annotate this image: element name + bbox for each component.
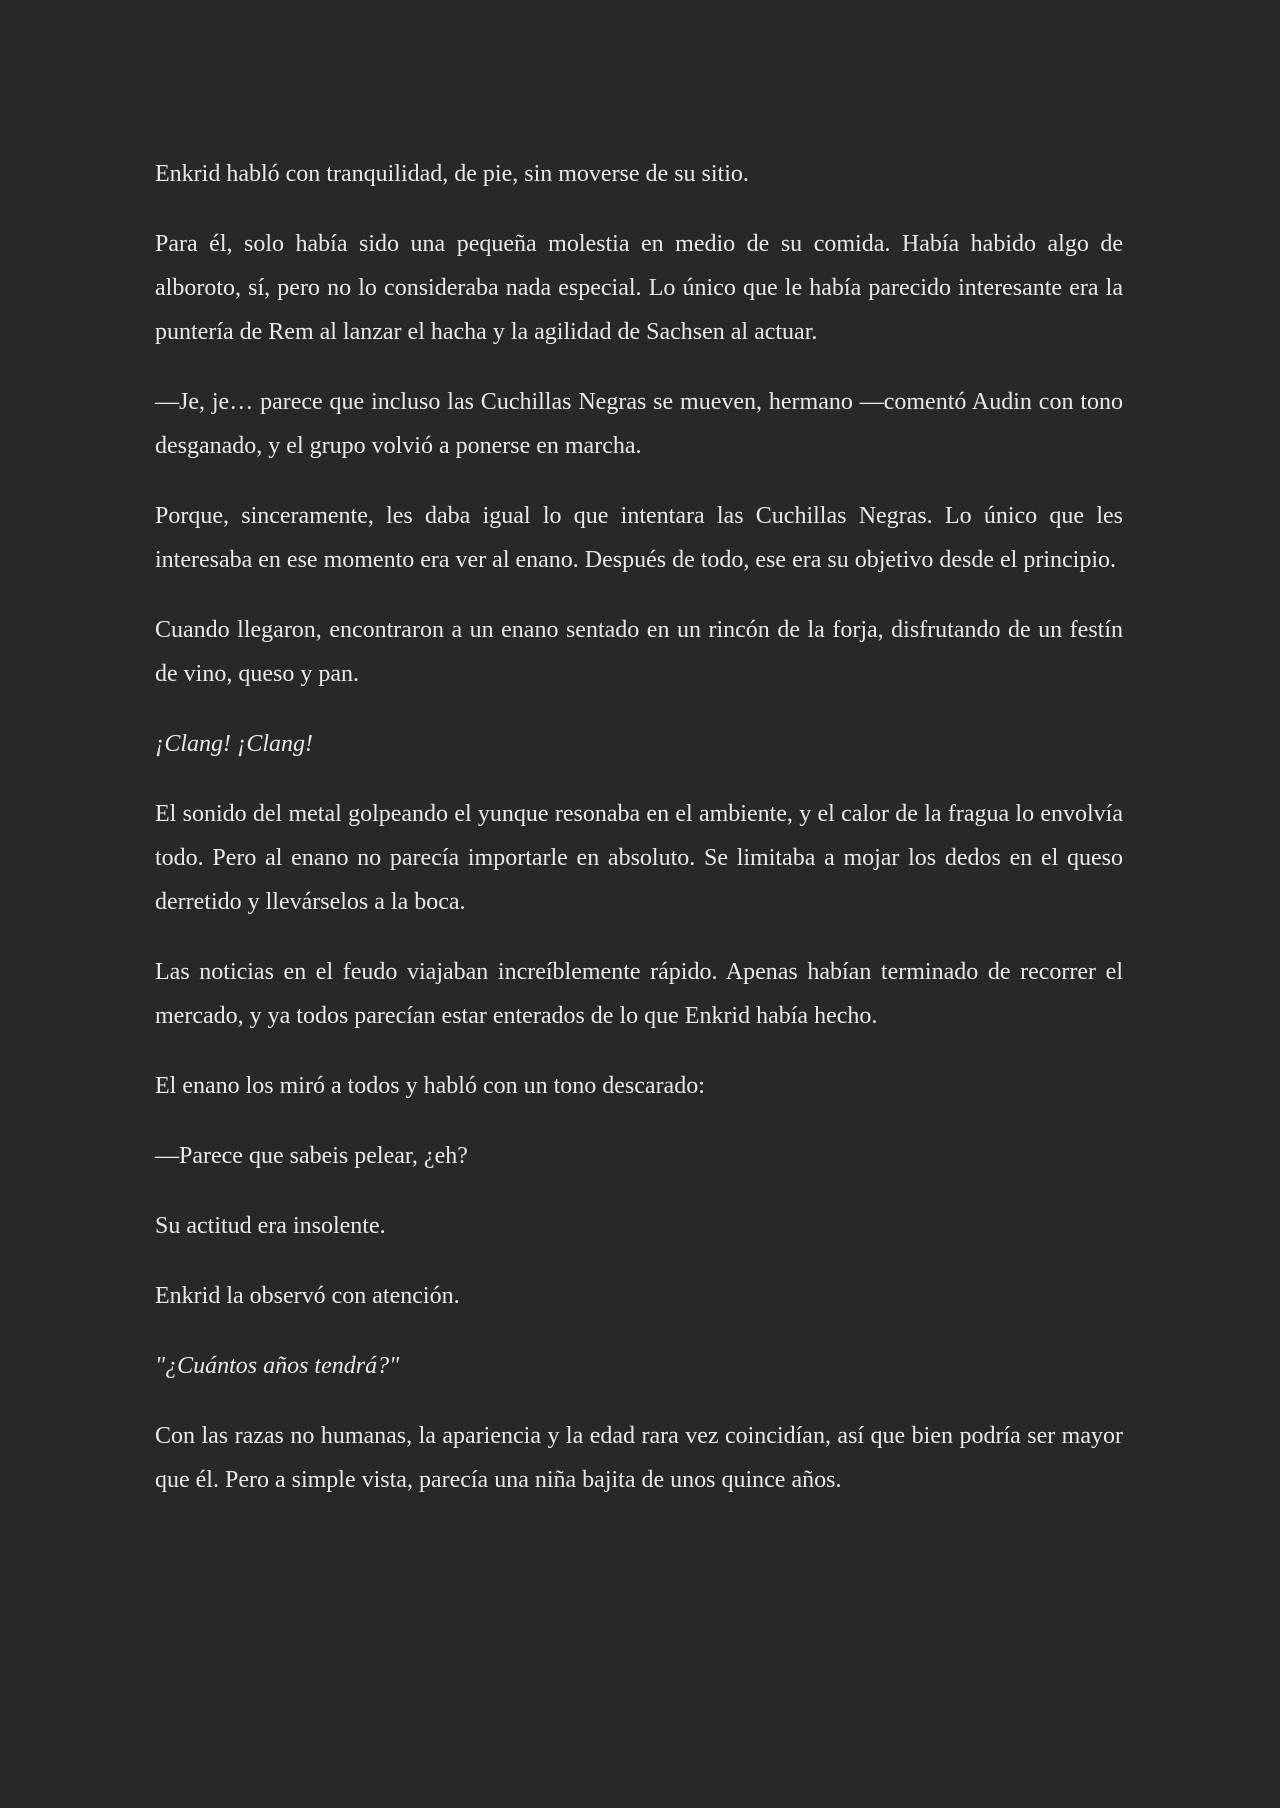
paragraph: Porque, sinceramente, les daba igual lo que intentara las Cuchillas Negras. Lo único que les interesaba en ese momento era ver al enano. Después de todo, ese era su objetivo desde el principio.	[155, 503, 1123, 573]
paragraph: Las noticias en el feudo viajaban increíblemente rápido. Apenas habían terminado de recorrer el mercado, y ya todos parecían estar enterados de lo que Enkrid había hecho.	[155, 959, 1123, 1029]
paragraph-thought: "¿Cuántos años tendrá?"	[155, 1353, 400, 1379]
paragraph: Su actitud era insolente.	[155, 1213, 386, 1239]
paragraph: Para él, solo había sido una pequeña molestia en medio de su comida. Había habido algo de alboroto, sí, pero no lo consideraba nada especial. Lo único que le había parecido interesante era la puntería de Rem al lanzar el hacha y la agilidad de Sachsen al actuar.	[155, 231, 1123, 345]
paragraph: El enano los miró a todos y habló con un tono descarado:	[155, 1073, 705, 1099]
document-page	[155, 152, 1123, 1528]
paragraph: —Je, je… parece que incluso las Cuchillas Negras se mueven, hermano —comentó Audin con tono desganado, y el grupo volvió a ponerse en marcha.	[155, 389, 1123, 459]
paragraph-onomatopoeia: ¡Clang! ¡Clang!	[155, 731, 314, 757]
paragraph-dialogue: —Parece que sabeis pelear, ¿eh?	[155, 1143, 468, 1169]
paragraph: Enkrid habló con tranquilidad, de pie, sin moverse de su sitio.	[155, 161, 749, 187]
paragraph: Enkrid la observó con atención.	[155, 1283, 460, 1309]
paragraph: El sonido del metal golpeando el yunque resonaba en el ambiente, y el calor de la fragua lo envolvía todo. Pero al enano no parecía importarle en absoluto. Se limitaba a mojar los dedos en el queso derretido y llevárselos a la boca.	[155, 801, 1123, 915]
paragraph: Con las razas no humanas, la apariencia y la edad rara vez coincidían, así que bien podría ser mayor que él. Pero a simple vista, parecía una niña bajita de unos quince años.	[155, 1423, 1123, 1493]
paragraph: Cuando llegaron, encontraron a un enano sentado en un rincón de la forja, disfrutando de un festín de vino, queso y pan.	[155, 617, 1123, 687]
